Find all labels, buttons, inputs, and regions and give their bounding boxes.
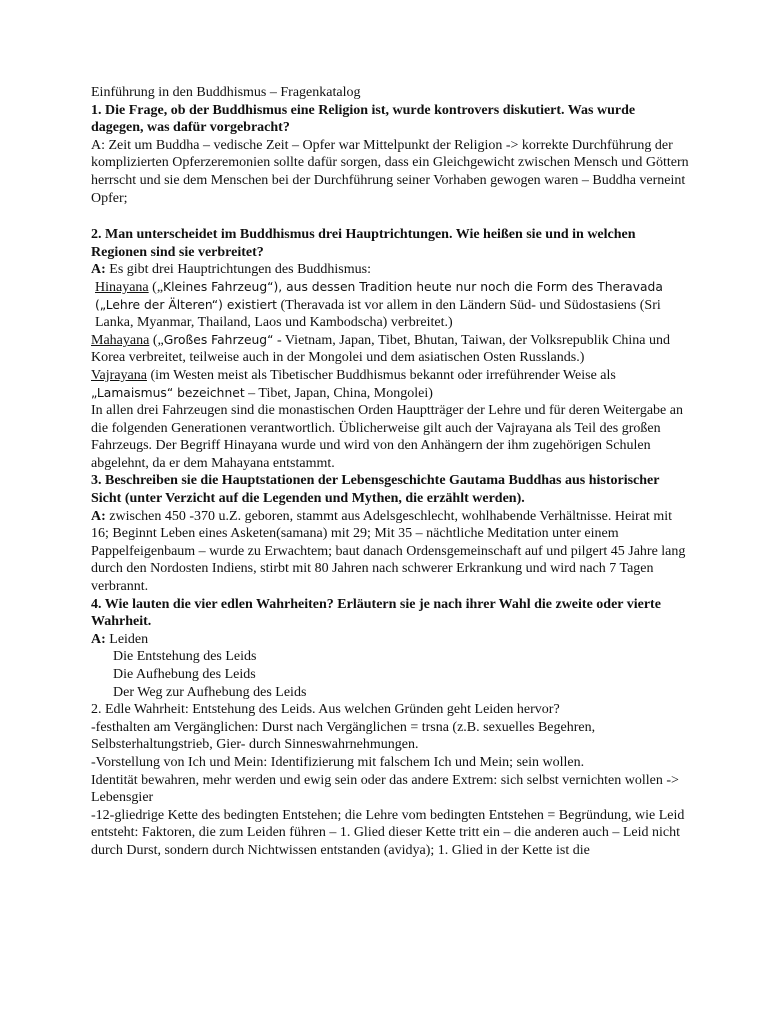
question-block-3 [91, 472, 691, 595]
question-block-2 [91, 226, 691, 472]
vajrayana-entry: Vajrayana (im Westen meist als Tibetischer Buddhismus bekannt oder irreführender Weise als „Lamaismus“ bezeichnet – Tibet, Japan, China, Mongolei) [91, 367, 616, 401]
answer-1: A: Zeit um Buddha – vedische Zeit – Opfer war Mittelpunkt der Religion -> korrekte Durchführung der komplizierten Opferzeremonien sollte dafür sorgen, dass ein Gleichgewicht zwischen Mensch und Göttern herrscht und sie dem Menschen bei der Durchführung seiner Vorhaben gewogen waren – Buddha verneint Opfer; [91, 137, 689, 206]
question-4: 4. Wie lauten die vier edlen Wahrheiten? Erläutern sie je nach ihrer Wahl die zweite oder vierte Wahrheit. [91, 596, 661, 630]
text-line: -Vorstellung von Ich und Mein: Identifizierung mit falschem Ich und Mein; sein wollen. [91, 754, 585, 770]
hinayana-term: Hinayana [95, 279, 149, 295]
text-line: -12-gliedrige Kette des bedingten Entstehen; die Lehre vom bedingten Entstehen = Begründung, wie Leid entsteht: Faktoren, die zum Leiden führen – 1. Glied dieser Kette tritt ein – die anderen auch – Leid nicht durch Durst, sondern durch Nichtwissen entstanden (avidya); 1. Glied in der Kette ist die [91, 807, 685, 858]
text-line: Identität bewahren, mehr werden und ewig sein oder das andere Extrem: sich selbst vernichten wollen -> Lebensgier [91, 772, 679, 806]
truth-item: A: Leiden [91, 631, 149, 647]
answer-label: A: [91, 631, 106, 647]
answer-label: A: [91, 508, 106, 524]
mahayana-term: Mahayana [91, 332, 150, 348]
hinayana-entry: Hinayana („Kleines Fahrzeug“), aus dessen Tradition heute nur noch die Form des Theravada („Lehre der Älteren“) existiert (Theravada ist vor allem in den Ländern Süd- und Südostasiens (Sri Lanka, Myanmar, Thailand, Laos und Kambodscha) verbreitet.) [95, 279, 663, 331]
truth-item: Der Weg zur Aufhebung des Leids [113, 684, 307, 700]
text-line: -festhalten am Vergänglichen: Durst nach Vergänglichen = trsna (z.B. sexuelles Begehren, Selbsterhaltungstrieb, Gier- durch Sinneswahrnehmungen. [91, 719, 596, 753]
question-1: 1. Die Frage, ob der Buddhismus eine Religion ist, wurde kontrovers diskutiert. Was wurde dagegen, was dafür vorgebracht? [91, 102, 636, 136]
vajrayana-term: Vajrayana [91, 367, 147, 383]
mahayana-entry: Mahayana („Großes Fahrzeug“ - Vietnam, Japan, Tibet, Bhutan, Taiwan, der Volksrepublik China und Korea verbreitet, teilweise auch in der Mongolei und dem asiatischen Osten Russlands.) [91, 332, 671, 366]
question-block-4 [91, 596, 691, 702]
question-2: 2. Man unterscheidet im Buddhismus drei Hauptrichtungen. Wie heißen sie und in welchen Regionen sind sie verbreitet? [91, 227, 636, 260]
question-block-1 [91, 102, 691, 208]
answer-2-intro: A: Es gibt drei Hauptrichtungen des Buddhismus: [91, 262, 371, 278]
answer-label: A: [91, 262, 106, 278]
document-page [91, 84, 691, 860]
answer-3: A: zwischen 450 -370 u.Z. geboren, stammt aus Adelsgeschlecht, wohlhabende Verhältnisse. Heirat mit 16; Beginnt Leben eines Asketen(samana) mit 29; Mit 35 – nächtliche Meditation unter einem Pappelfeigenbaum – wurde zu Erwachtem; baut danach Ordensgemeinschaft auf und pilgert 45 Jahre lang durch den Nordosten Indiens, stirbt mit 80 Jahren nach schwerer Erkrankung und wird nach 7 Tagen verbrannt. [91, 508, 686, 595]
question-3: 3. Beschreiben sie die Hauptstationen der Lebensgeschichte Gautama Buddhas aus historischer Sicht (unter Verzicht auf die Legenden und Mythen, die erzählt werden). [91, 473, 660, 507]
truth-item: Die Entstehung des Leids [113, 649, 257, 665]
answer-2-closing: In allen drei Fahrzeugen sind die monastischen Orden Hauptträger der Lehre und für deren Weitergabe an die folgenden Generationen verantwortlich. Üblicherweise gilt auch der Vajrayana als Teil des großen Fahrzeugs. Der Begriff Hinayana wurde und wird von den Anhängern der ihm zugehörigen Schulen abgelehnt, da er dem Mahayana entstammt. [91, 403, 683, 471]
text-line: 2. Edle Wahrheit: Entstehung des Leids. Aus welchen Gründen geht Leiden hervor? [91, 702, 560, 718]
second-truth-section [91, 701, 691, 859]
spacer [91, 207, 691, 226]
document-title: Einführung in den Buddhismus – Fragenkatalog [91, 85, 361, 100]
truth-item: Die Aufhebung des Leids [113, 667, 256, 682]
